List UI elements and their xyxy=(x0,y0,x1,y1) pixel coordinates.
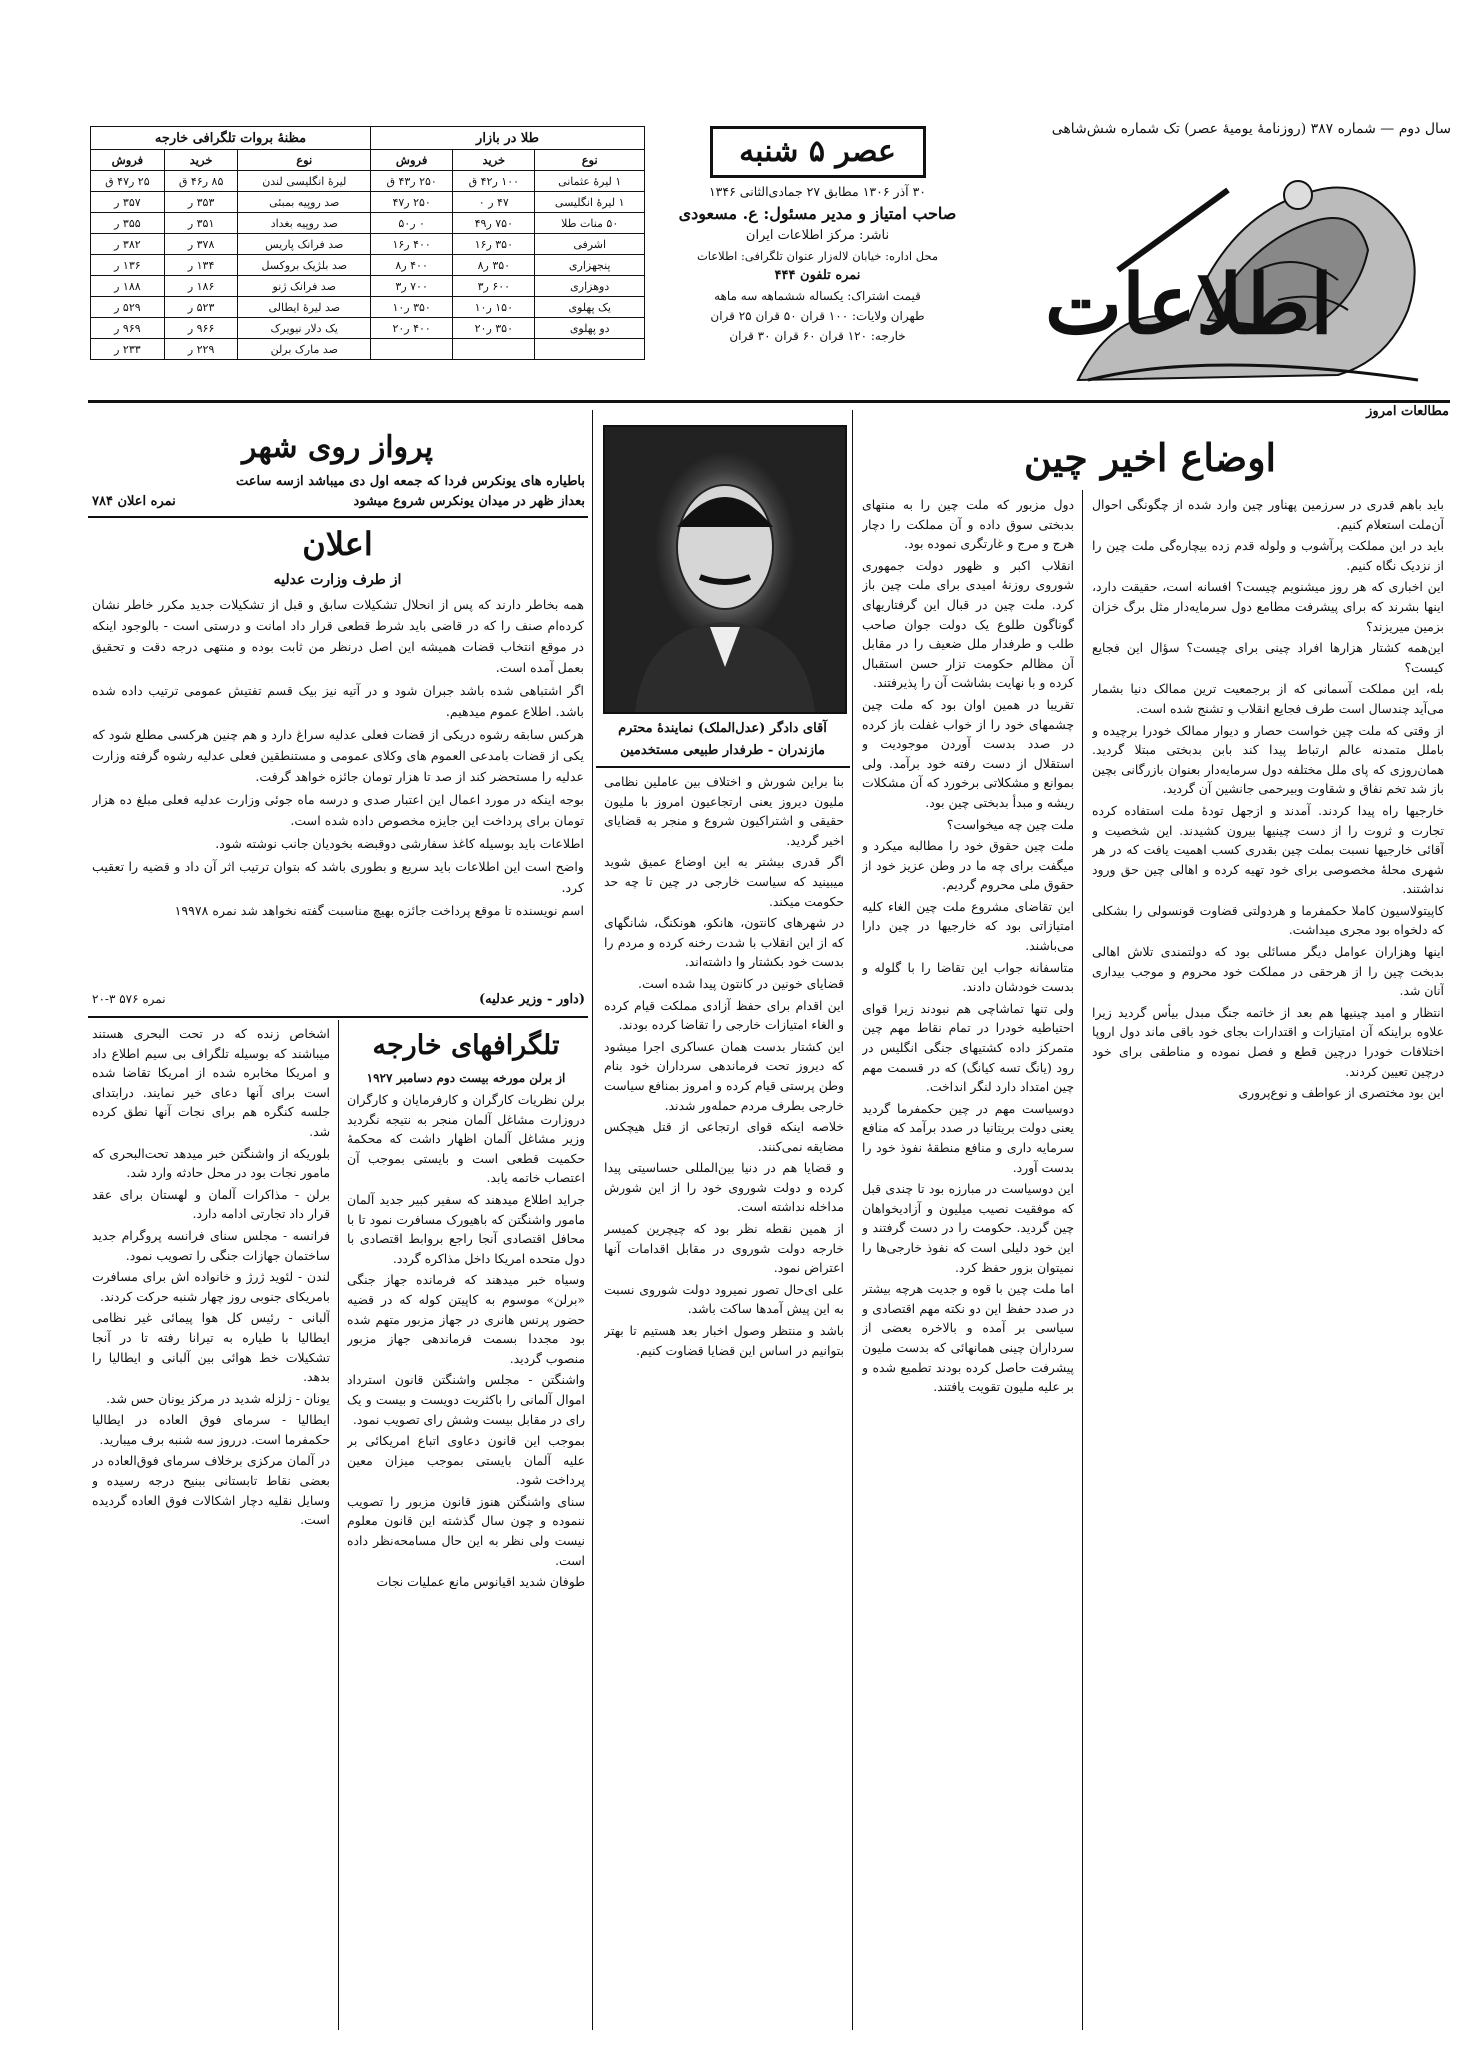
fx-cell: ۱۸۸ ر xyxy=(91,276,165,297)
paragraph: انتظار و امید چینیها هم بعد از خاتمه جنگ مبدل بیأس گردید زیرا علاوه براینکه آن امتیازات و اقتدارات بجای خود باقی ماند دول اروپا اختلافات خودرا درچین قطع و فصل نموده و مناطقی برای خود درچین تعیین کردند. xyxy=(1092,1004,1444,1079)
paragraph: باید در این مملکت پرآشوب و ولوله قدم زده بیچاره‌گی ملت چین را از نزدیک نگاه کنیم. xyxy=(1092,538,1444,573)
gold-cell xyxy=(535,339,645,360)
paragraph: خلاصه اینکه قوای ارتجاعی از قتل هیچکس مضایقه نمی‌کنند. xyxy=(604,1119,844,1154)
gold-cell: دو پهلوی xyxy=(535,318,645,339)
paragraph: باید باهم قدری در سرزمین پهناور چین وارد شده از چگونگی احوال آن‌ملت استعلام کنیم. xyxy=(1092,497,1444,532)
paragraph: لندن - لئوید ژرژ و خانواده اش برای مسافرت بامریکای جنوبی روز چهار شنبه حرکت کردند. xyxy=(92,1269,330,1304)
gold-cell: ۳۵۰ ر۱۰ xyxy=(371,297,453,318)
fx-cell: ۱۳۴ ر xyxy=(164,255,238,276)
gold-header-buy: خرید xyxy=(453,150,535,171)
gold-cell: ۲۵۰ ر۴۳ ق xyxy=(371,171,453,192)
elan-number: نمره ۵۷۶ ۳-۲۰ xyxy=(92,992,166,1006)
fx-cell: ۲۲۹ ر xyxy=(164,339,238,360)
fx-cell: ۱۸۶ ر xyxy=(164,276,238,297)
paragraph: جراید اطلاع میدهند که سفیر کبیر جدید آلمان مامور واشنگتن که باهیورک مسافرت نمود تا با محافل اقتصادی آنجا راجع بروابط اقتصادی با دول متحده امریکا داخل مذاکره گردد. xyxy=(347,1191,585,1266)
subscription-tehran: طهران ولایات: ۱۰۰ قران ۵۰ قران ۲۵ قران xyxy=(710,309,925,323)
gold-header-type: نوع xyxy=(535,150,645,171)
paragraph: این اخباری که هر روز میشنویم چیست؟ افسانه است، حقیقت دارد، اینها بشرند که برای پیشرفت مطامع دول سرمایه‌دار مثل برگ خزان بزمین میریزند؟ xyxy=(1092,579,1444,634)
paragraph: سنای واشنگتن هنوز قانون مزبور را تصویب ننموده و چون سال گذشته این قانون معلوم نیست ولی نظر به این حال مسامحه‌نظر داده است. xyxy=(347,1493,585,1568)
paragraph: واشنگتن - مجلس واشنگتن قانون استرداد اموال آلمانی را باکثریت دویست و بیست و یک رای در مقابل بیست وشش رای تصویب نمود. xyxy=(347,1372,585,1427)
portrait-figure-icon xyxy=(605,427,845,712)
publisher-line: ناشر: مرکز اطلاعات ایران xyxy=(745,228,890,243)
paragraph: این بود مختصری از عواطف و نوع‌پروری xyxy=(1238,1085,1444,1101)
paragraph: از وقتی که ملت چین خواست حصار و دیوار ممالک خودرا برچیده و باملل متمدنه عالم ارتباط پیدا کند بابن بدبختی مبتلا گردید. همان‌روزی که پای ملل مختلفه دول سرمایه‌دار بعنوان بازرگانی بچین باز شد تخم نفاق و شقاوت وبیرحمی جانشین آن گردید. xyxy=(1092,722,1444,797)
market-row xyxy=(91,276,645,297)
paragraph: متاسفانه جواب این تقاضا را با گلوله و بدست خودشان دادند. xyxy=(862,959,1074,995)
col-rule-2 xyxy=(852,410,853,2030)
gold-cell xyxy=(371,339,453,360)
elan-title: اعلان xyxy=(302,525,373,563)
gold-cell: ۶۰۰ ر۳ xyxy=(453,276,535,297)
gold-cell xyxy=(453,339,535,360)
china-column-2 xyxy=(862,495,1074,2030)
gold-cell: یک پهلوی xyxy=(535,297,645,318)
gold-cell: ۳۵۰ ر۲۰ xyxy=(453,318,535,339)
fx-cell: صد روپیه بمبئی xyxy=(238,192,371,213)
fx-header-type: نوع xyxy=(238,150,371,171)
elan-sign: (داور - وزیر عدلیه) xyxy=(478,992,585,1007)
telegraf-body xyxy=(347,1090,585,2030)
paragraph: واضح است این اطلاعات باید سریع و بطوری باشد که بتوان ترتیب اثر آن داد و قضیه را تعقیب کرد. xyxy=(92,859,584,895)
paragraph: این تقاضای مشروع ملت چین الغاء کلیه امتیازاتی بود که خارجیها در چین دارا می‌باشند. xyxy=(862,898,1074,954)
parvaz-note: نمره اعلان ۷۸۴ xyxy=(92,494,176,509)
fx-cell: صد روپیه بغداد xyxy=(238,213,371,234)
owner-line: صاحب امتیاز و مدیر مسئول: ع. مسعودی xyxy=(678,204,957,223)
logo xyxy=(1044,150,1443,390)
left-column xyxy=(92,1024,330,2030)
paragraph: ملت چین چه میخواست؟ xyxy=(946,816,1074,832)
gold-header-sell: فروش xyxy=(371,150,453,171)
gold-cell: دوهزاری xyxy=(535,276,645,297)
paragraph: آلبانی - رئیس کل هوا پیمائی غیر نظامی ایطالیا با طیاره به تیرانا رفته تا در آنجا تشکیلات خط هوائی بین آلبانی و ایطالیا را بدهد. xyxy=(92,1310,330,1385)
elan-rule xyxy=(88,1016,588,1018)
middle-column xyxy=(604,772,844,2030)
gold-cell: ۷۵۰ ر۴۹ xyxy=(453,213,535,234)
paragraph: برلن - مذاکرات آلمان و لهستان برای عقد قرار داد تجارتی ادامه دارد. xyxy=(92,1186,330,1222)
fx-caption: مظنهٔ بروات تلگرافی خارجه xyxy=(91,127,371,150)
fx-cell: ۳۵۵ ر xyxy=(91,213,165,234)
market-row xyxy=(91,318,645,339)
gold-cell: ۴۷ ر ۰ xyxy=(453,192,535,213)
gold-cell: اشرفی xyxy=(535,234,645,255)
paragraph: ملت چین حقوق خود را مطالبه میکرد و میگفت برای چه ما در وطن عزیز خود از حقوق ملی محروم گردیم. xyxy=(862,838,1074,893)
issue-line: سال دوم — شماره ۳۸۷ (روزنامهٔ یومیهٔ عصر) تک شماره شش‌شاهی xyxy=(1051,121,1451,137)
market-row xyxy=(91,192,645,213)
market-table xyxy=(90,126,645,360)
gold-cell: ۴۰۰ ر۱۶ xyxy=(371,234,453,255)
paragraph: ایطالیا - سرمای فوق العاده در ایطالیا حکمفرما است. درروز سه شنبه برف میبارید. xyxy=(92,1412,330,1447)
china-title: اوضاع اخیر چین xyxy=(1023,435,1277,480)
paragraph: این دوسیاست در مبارزه بود تا چندی قبل که موفقیت نصیب میلیون و آزادیخواهان چین گردید. حکومت را در دست گرفتند و این خود دلیلی است که نفوذ خارجی‌ها را نمیتوان بزور حفظ کرد. xyxy=(862,1181,1074,1275)
fx-cell: لیرهٔ انگلیسی لندن xyxy=(238,171,371,192)
elan-subtitle: از طرف وزارت عدلیه xyxy=(273,572,402,588)
paragraph: این‌همه کشتار هزارها افراد چینی برای چیست؟ سؤال این فجایع کیست؟ xyxy=(1092,640,1444,675)
photo-caption-2: مازندران - طرفدار طبیعی مستخدمین xyxy=(620,743,825,758)
address-line: محل اداره: خیابان لاله‌زار عنوان تلگرافی: اطلاعات xyxy=(696,249,939,263)
gold-caption: طلا در بازار xyxy=(371,127,645,150)
info-box xyxy=(660,120,975,390)
paragraph: وسیاه خبر میدهند که فرمانده جهاز جنگی «برلن» موسوم به کاپیتن کوله که در قضیه حضور پرنس هانری در جهاز مزبور متهم شده بود مجددا بسمت فرماندهی جهاز مزبور منصوب گردید. xyxy=(347,1272,585,1366)
col-rule-1 xyxy=(1082,490,1083,2030)
col-rule-4 xyxy=(338,1020,339,2030)
market-row xyxy=(91,339,645,360)
gold-cell: ۲۵۰ ر۴۷ xyxy=(371,192,453,213)
elan-body xyxy=(92,594,584,966)
fx-header-sell: فروش xyxy=(91,150,165,171)
paragraph: بنا براین شورش و اختلاف بین عاملین نظامی ملیون دیروز یعنی ارتجاعیون امروز با ملیون حقیقی و اشتراکیون شروع و منجر به قضایای اخیر گردید. xyxy=(604,774,844,848)
col-rule-3 xyxy=(592,410,593,2030)
fx-cell: ۲۵ ر۴۷ ق xyxy=(91,171,165,192)
paragraph: کاپیتولاسیون کاملا حکمفرما و هردولتی قضاوت قونسولی را بشکلی که دلخواه بود مجری میداشت. xyxy=(1092,902,1444,938)
paragraph: همه بخاطر دارند که پس از انحلال تشکیلات سابق و قبل از تشکیلات جدید مکرر خاطر نشان کرده‌ام صنف را که در قاضی باید شرط قطعی قرار داد امانت و درستی است - بالوجود اینکه در موقع انتخاب قضات همیشه این اصل درنظر من ثابت بوده و منتهی درجه دقت و تحقیق بعمل آمده است. xyxy=(92,597,584,675)
telegraf-title: تلگرافهای خارجه xyxy=(372,1030,560,1061)
day-title: عصر ۵ شنبه xyxy=(710,126,926,178)
fx-cell: ۵۲۳ ر xyxy=(164,297,238,318)
fx-cell: ۸۵ ر۴۶ ق xyxy=(164,171,238,192)
gold-cell: ۱۵۰ ر۱۰ xyxy=(453,297,535,318)
fx-cell: صد فرانک ژنو xyxy=(238,276,371,297)
paragraph: فرانسه - مجلس سنای فرانسه پروگرام جدید ساختمان جهازات جنگی را تصویب نمود. xyxy=(92,1227,330,1263)
paragraph: تقریبا در همین اوان بود که ملت چین چشمهای خود را از خواب غفلت باز کرده در صدد بدست آوردن موجودیت و استقلال از دست رفته خود برآمد. ولی بموانع و مشکلاتی برخورد که آن مشکلات ریشه و مبدأ بدبختی چین بود. xyxy=(862,696,1074,810)
gold-cell: ۳۵۰ ر۸ xyxy=(453,255,535,276)
paragraph: بوجه اینکه در مورد اعمال این اعتبار صدی و درسه ماه جوئی وزارت عدلیه فعلی مبلغ ده هزار تومان برای پرداخت این جایزه مخصوص داده شده است. xyxy=(92,792,584,828)
gold-cell: ۵۰ منات طلا xyxy=(535,213,645,234)
fx-cell: ۱۳۶ ر xyxy=(91,255,165,276)
gold-cell: ۱ لیرهٔ انگلیسی xyxy=(535,192,645,213)
paragraph: دول مزبور که ملت چین را به منتهای بدبختی سوق داده و آن مملکت را دچار هرج و مرج و غارتگری نموده بود. xyxy=(862,497,1074,552)
paragraph: این کشتار بدست همان عساکری اجرا میشود که دیروز تحت فرماندهی سرداران خود بنام وطن پرستی قیام کرده و امروز بمنافع سیاست خارجی بطرف مردم حمله‌ور شدند. xyxy=(604,1038,844,1113)
telegraf-subtitle: از برلن مورخه بیست دوم دسامبر ۱۹۲۷ xyxy=(366,1071,566,1085)
fx-cell: صد لیرهٔ ایطالی xyxy=(238,297,371,318)
fx-cell: ۹۶۶ ر xyxy=(164,318,238,339)
phone-line: نمره تلفون ۴۴۴ xyxy=(774,268,861,283)
paragraph: برلن نظریات کارگران و کارفرمایان و کارگران دروزارت مشاغل آلمان منجر به نتیجه نگردید وزیر مشاغل آلمان اظهار داشت که محکمهٔ حکمیت قطعی است و بایستی بموجب آن اعتصاب خاتمه یابد. xyxy=(347,1092,585,1186)
fx-cell: ۹۶۹ ر xyxy=(91,318,165,339)
paragraph: اینها وهزاران عوامل دیگر مسائلی بود که دولتمندی تلاش اهالی بدبخت چین را از هرحقی در مملکت خود محروم و موجب بیداری آنان شد. xyxy=(1092,944,1444,999)
paragraph: اگر قدری بیشتر به این اوضاع عمیق شوید میبینید که سیاست خارجی در چین تا چه حد حکومت میکند. xyxy=(604,854,844,909)
date-line: ۳۰ آذر ۱۳۰۶ مطابق ۲۷ جمادی‌الثانی ۱۳۴۶ xyxy=(708,184,927,199)
paragraph: از همین نقطه نظر بود که چیچرین کمیسر خارجه دولت شوروی در مقابل اقدامات آنها اعتراض نمود. xyxy=(604,1221,844,1276)
paragraph: علی ای‌حال تصور نمیرود دولت شوروی نسبت به این پیش آمدها ساکت باشد. xyxy=(604,1281,844,1317)
fx-cell: ۳۵۷ ر xyxy=(91,192,165,213)
fx-cell: ۳۸۲ ر xyxy=(91,234,165,255)
fx-cell: ۲۳۳ ر xyxy=(91,339,165,360)
fx-cell: صد فرانک پاریس xyxy=(238,234,371,255)
paragraph: این اقدام برای حفظ آزادی مملکت قیام کرده و الغاء امتیازات خارجی را تقاضا کرده بودند. xyxy=(604,997,844,1033)
paragraph: و قضایا هم در دنیا بین‌المللی حساسیتی پیدا کرده و دولت شوروی خود را از این شورش مداخله نداشته است. xyxy=(604,1160,844,1215)
paragraph: در آلمان مرکزی برخلاف سرمای فوق‌العاده در بعضی نقاط تابستانی ببنیح درجه رسیده و وسایل نقلیه دچار اشکالات فوق العاده گردیده است. xyxy=(92,1453,330,1528)
gold-cell: ۴۰۰ ر۲۰ xyxy=(371,318,453,339)
paragraph: قضایای خونین در کانتون پیدا شده است. xyxy=(638,975,844,991)
paragraph: ولی تنها تماشاچی هم نبودند زیرا قوای احتیاطیه خودرا در تمام نقاط مهم چین متمرکز داده کشتیهای جنگی انگلیس در رود (یانگ تسه کیانگ) که در قسمت مهم چین امتداد دارد لنگر انداخت. xyxy=(862,1000,1074,1095)
gold-cell: ۱ لیرهٔ عثمانی xyxy=(535,171,645,192)
paragraph: بله، این مملکت آسمانی که از برجمعیت ترین ممالک دنیا بشمار می‌آید چندسال است طرف فجایع انقلاب و تشنج شده است. xyxy=(1092,681,1444,716)
market-tables xyxy=(90,126,645,360)
paragraph: اما ملت چین با قوه و جدیت هرچه بیشتر در صدد حفظ این دو نکته مهم اقتصادی و سیاسی بر آمده و بالاخره بعضی از سرداران چینی همانهائی که بدست ملیون پیشرفت حاصل کرده بودند تطمیع شده و بر علیه ملیون تقویت یافتند. xyxy=(862,1281,1074,1395)
subscription-title: قیمت اشتراک: یکساله ششماهه سه ماهه xyxy=(714,289,921,303)
paragraph: بموجب این قانون دعاوی اتباع امریکائی بر علیه آلمان بایستی بموجب میزان معین پرداخت شود. xyxy=(347,1433,585,1488)
fx-cell: صد مارک برلن xyxy=(238,339,371,360)
gold-cell: ۷۰۰ ر۳ xyxy=(371,276,453,297)
paragraph: اشخاص زنده که در تحت البحری هستند میباشند که بوسیله تلگراف بی سیم اطلاع داد و امریکا مخابره شده از امریکا تقاضا شده است برای آنها دعای خیر نمایند. درابتدای جلسه کنگره هم برای نجات آنها نطق کرده شد. xyxy=(92,1026,330,1139)
paragraph: اگر اشتباهی شده باشد جبران شود و در آتیه نیز بیک قسم تفتیش عمومی ترتیب داده شده باشد. اطلاع عموم میدهیم. xyxy=(92,683,584,719)
subscription-abroad: خارجه: ۱۲۰ قران ۶۰ قران ۳۰ قران xyxy=(729,329,906,343)
paragraph: باشد و منتظر وصول اخبار بعد هستیم تا بهتر بتوانیم در اساس این قضایا قضاوت کنیم. xyxy=(604,1323,844,1358)
paragraph: طوفان شدید اقیانوس مانع عملیات نجات xyxy=(376,1574,585,1590)
paragraph: یونان - زلزله شدید در مرکز یونان حس شد. xyxy=(106,1390,330,1406)
gold-cell: ۱۰۰ ر۴۲ ق xyxy=(453,171,535,192)
paragraph: اسم نویسنده تا موقع پرداخت جائزه بهیچ مناسبت گفته نخواهد شد نمره ۱۹۹۷۸ xyxy=(174,903,584,918)
market-row xyxy=(91,213,645,234)
market-row xyxy=(91,255,645,276)
fx-cell: ۳۵۳ ر xyxy=(164,192,238,213)
masthead-rule xyxy=(88,400,1450,403)
photo-caption-1: آقای دادگر (عدل‌الملک) نمایندهٔ محترم xyxy=(618,721,827,736)
gold-cell: ۳۵۰ ر۱۶ xyxy=(453,234,535,255)
gold-cell: پنجهزاری xyxy=(535,255,645,276)
paragraph: بلوریکه از واشنگتن خبر میدهد تحت‌البحری که مامور نجات بود در محل حادثه وارد شد. xyxy=(92,1145,330,1181)
market-row xyxy=(91,234,645,255)
paragraph: دوسیاست مهم در چین حکمفرما گردید یعنی دولت بریتانیا در صدد برآمد که منافع سرمایه داری و منافع منطقهٔ نفوذ خود را بدست آورد. xyxy=(862,1100,1074,1175)
fx-cell: ۳۷۸ ر xyxy=(164,234,238,255)
paragraph: هرکس سابقه رشوه دریکی از قضات فعلی عدلیه سراغ دارد و هم چنین هرکسی مطلع شود که یکی از قضات بامدعی العموم های وکلای عمومی و مستنطقین فعلی عدلیه رشوه گرفته وزارت عدلیه را مستحضر کند از صد تا هزار تومان جائزه خواهد گرفت. xyxy=(92,727,584,784)
china-column-1 xyxy=(1092,495,1444,2030)
paragraph: خارجیها راه پیدا کردند. آمدند و ازجهل تودهٔ ملت استفاده کرده تجارت و ثروت را از دست چینیها بیرون کشیدند. این شخصیت و آقائی خارجیها نسبت بملت چین بقدری کسب اهمیت یافت که در هر شهری محلهٔ مخصوصی برای خود تهیه کرده و اهالی چین حق ورود نداشتند. xyxy=(1092,802,1444,897)
market-row xyxy=(91,171,645,192)
parvaz-line-2: بعداز ظهر در میدان یونکرس شروع میشود xyxy=(353,494,585,509)
fx-cell: ۵۲۹ ر xyxy=(91,297,165,318)
paragraph: اطلاعات باید بوسیله کاغذ سفارشی دوقبضه بخودیان جانب نوشته شود. xyxy=(215,836,584,851)
gold-cell: ۰ ر۵۰ xyxy=(371,213,453,234)
section-label: مطالعات امروز xyxy=(1366,404,1449,419)
paragraph: در شهرهای کانتون، هانکو، هونکنگ، شانگهای که از این انقلاب با شدت رخنه کرده و مردم را بدست خود بکشتار وا داشته‌اند. xyxy=(604,915,844,970)
fx-cell: صد بلژیک بروکسل xyxy=(238,255,371,276)
gold-cell: ۴۰۰ ر۸ xyxy=(371,255,453,276)
parvaz-title: پرواز روی شهر xyxy=(241,430,434,465)
fx-cell: ۳۵۱ ر xyxy=(164,213,238,234)
fx-header-buy: خرید xyxy=(164,150,238,171)
market-row xyxy=(91,297,645,318)
parvaz-line-1: باطیاره های یونکرس فردا که جمعه اول دی میباشد ازسه ساعت xyxy=(236,474,585,489)
logo-text: اطلاعات xyxy=(1044,257,1333,353)
paragraph: انقلاب اکبر و ظهور دولت جمهوری شوروی روزنهٔ امیدی برای ملت چین باز کرد. ملت چین در قبال این گرفتاریهای گوناگون طلوع یک دولت جوان صاحب طلب و طرفدار ملل ضعیف را در مقابل آن مظالم حکومت تزار حسن استقبال کرده و با نهایت بشاشت آن را پذیرفتند. xyxy=(862,557,1074,691)
portrait-photo xyxy=(603,425,847,714)
fx-cell: یک دلار نیویرک xyxy=(238,318,371,339)
photo-rule xyxy=(596,766,850,768)
